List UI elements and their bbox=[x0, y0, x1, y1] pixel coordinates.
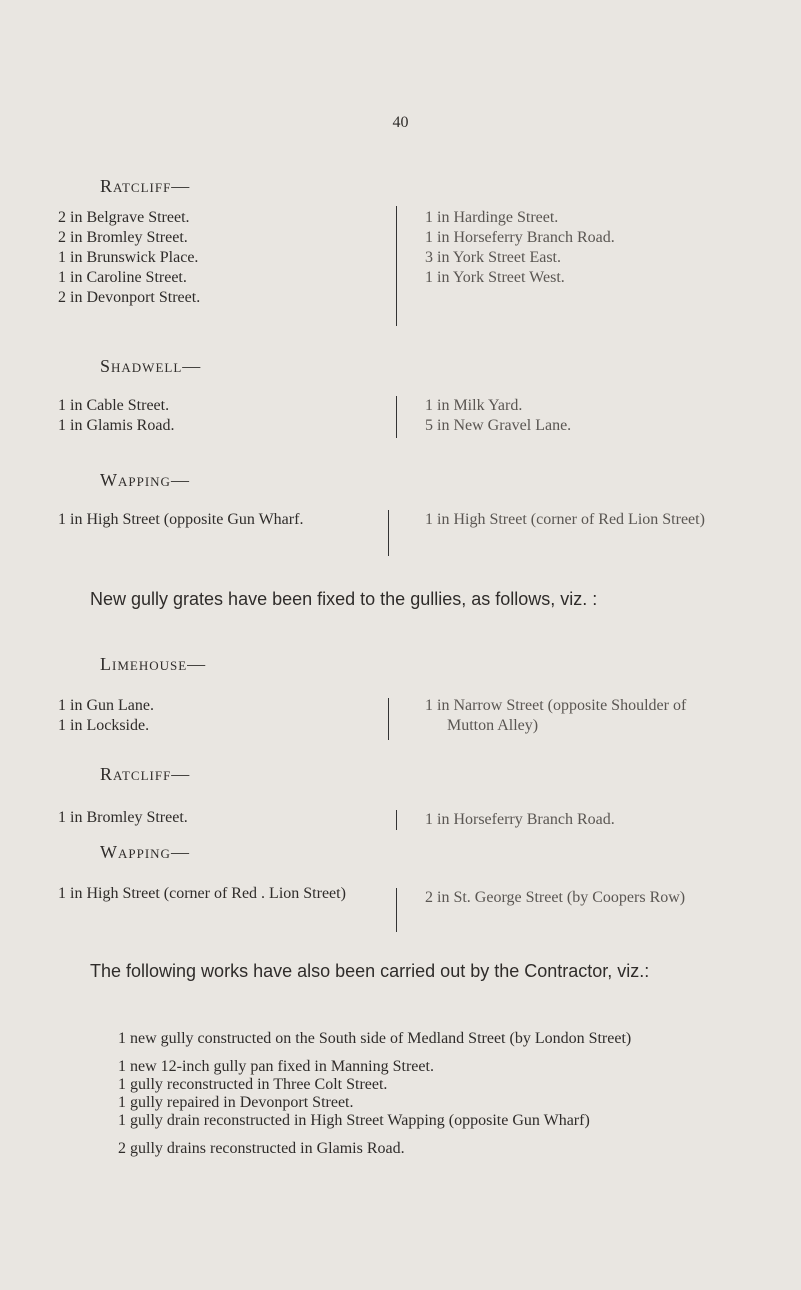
list-item: 1 in Horseferry Branch Road. bbox=[425, 811, 615, 828]
gully-grates-paragraph: New gully grates have been fixed to the gullies, as follows, viz. : bbox=[90, 589, 598, 609]
ratcliff2-right-list bbox=[425, 810, 775, 830]
list-item: 2 in Belgrave Street. bbox=[58, 209, 190, 226]
list-item: 1 new 12-inch gully pan fixed in Manning Street. bbox=[118, 1058, 434, 1075]
list-item: 1 in Milk Yard. bbox=[425, 397, 523, 414]
list-item: 1 in Caroline Street. bbox=[58, 269, 187, 286]
works-intro-paragraph: The following works have also been carried out by the Contractor, viz.: bbox=[90, 961, 650, 981]
wapping-left-list bbox=[58, 510, 358, 530]
list-item: 1 in Cable Street. bbox=[58, 397, 170, 414]
section-heading-limehouse: Limehouse— bbox=[100, 654, 207, 674]
list-item: 1 in Gun Lane. bbox=[58, 697, 154, 714]
list-item: 2 in St. George Street (by Coopers Row) bbox=[425, 889, 686, 906]
wapping-right-list bbox=[425, 510, 745, 530]
list-item: 2 in Devonport Street. bbox=[58, 289, 201, 306]
list-item: 1 in Brunswick Place. bbox=[58, 249, 199, 266]
list-item: 1 in York Street West. bbox=[425, 269, 565, 286]
list-item: 1 in High Street (corner of Red . Lion Street) bbox=[58, 885, 346, 902]
column-divider bbox=[396, 396, 397, 438]
list-item: 1 in Hardinge Street. bbox=[425, 209, 559, 226]
page-number: 40 bbox=[392, 114, 409, 131]
list-item: 2 gully drains reconstructed in Glamis Road. bbox=[118, 1140, 405, 1157]
section-heading-ratcliff: Ratcliff— bbox=[100, 176, 191, 196]
section-heading-wapping: Wapping— bbox=[100, 470, 190, 490]
ratcliff-right-list bbox=[425, 208, 775, 288]
limehouse-right-list bbox=[425, 696, 735, 736]
list-item: 1 gully reconstructed in Three Colt Street. bbox=[118, 1076, 388, 1093]
section-heading-wapping-2: Wapping— bbox=[100, 842, 190, 862]
list-item: 1 gully drain reconstructed in High Street Wapping (opposite Gun Wharf) bbox=[118, 1112, 590, 1129]
column-divider bbox=[396, 810, 397, 830]
ratcliff-left-list bbox=[58, 208, 378, 308]
list-item: 5 in New Gravel Lane. bbox=[425, 417, 572, 434]
column-divider bbox=[388, 698, 389, 740]
column-divider bbox=[396, 888, 397, 932]
list-item: 2 in Bromley Street. bbox=[58, 229, 188, 246]
list-item: 1 in Bromley Street. bbox=[58, 809, 188, 826]
list-item: 1 new gully constructed on the South side of Medland Street (by London Street) bbox=[118, 1030, 632, 1047]
ratcliff2-left-list bbox=[58, 808, 378, 828]
column-divider bbox=[388, 510, 389, 556]
works-list bbox=[58, 1030, 758, 1158]
shadwell-left-list bbox=[58, 396, 378, 436]
list-item: 1 in High Street (opposite Gun Wharf. bbox=[58, 511, 304, 528]
section-heading-ratcliff-2: Ratcliff— bbox=[100, 764, 191, 784]
list-item: 1 in Lockside. bbox=[58, 717, 150, 734]
limehouse-left-list bbox=[58, 696, 378, 736]
shadwell-right-list bbox=[425, 396, 775, 436]
wapping2-right-list bbox=[425, 888, 745, 908]
list-item: 1 in Narrow Street (opposite Shoulder of Mutton Alley) bbox=[425, 697, 687, 734]
column-divider bbox=[396, 206, 397, 326]
list-item: 1 gully repaired in Devonport Street. bbox=[118, 1094, 354, 1111]
wapping2-left-list bbox=[58, 884, 368, 904]
list-item: 1 in High Street (corner of Red Lion Street) bbox=[425, 511, 705, 528]
list-item: 1 in Glamis Road. bbox=[58, 417, 175, 434]
section-heading-shadwell: Shadwell— bbox=[100, 356, 202, 376]
list-item: 3 in York Street East. bbox=[425, 249, 561, 266]
list-item: 1 in Horseferry Branch Road. bbox=[425, 229, 615, 246]
